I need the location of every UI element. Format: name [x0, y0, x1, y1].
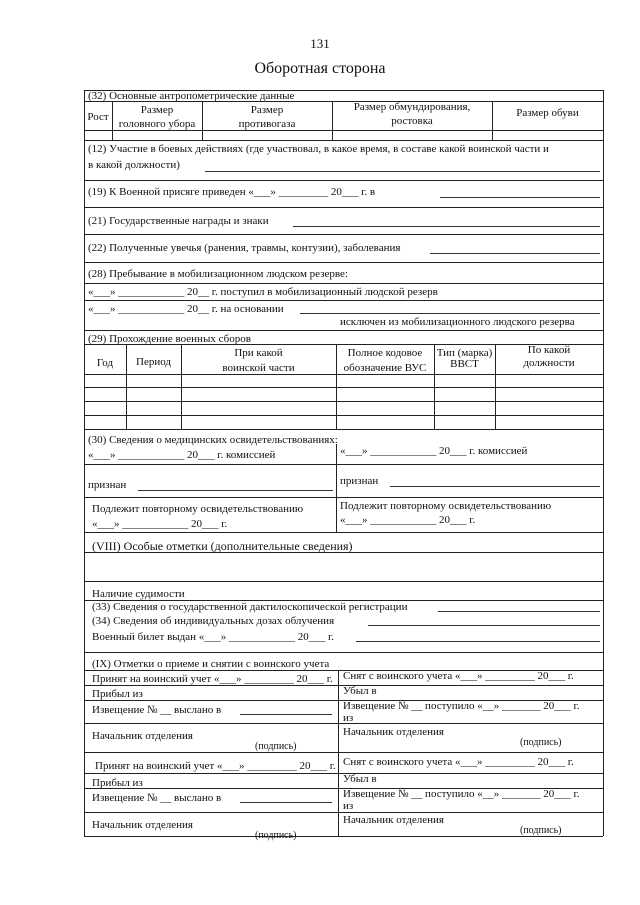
s9-chief-4: Начальник отделения [343, 814, 444, 826]
s32-vline-4 [492, 101, 493, 140]
s9-signature-3: (подпись) [255, 830, 297, 841]
s9-arrived-1: Прибыл из [92, 688, 143, 700]
s32-col-uniform-1: Размер обмундирования, [353, 101, 471, 113]
s29-col-type-1: Тип (марка) [436, 347, 493, 359]
s28-fill-line [300, 313, 600, 314]
s9-title: (IX) Отметки о приеме и снятии с воинского учета [92, 658, 330, 670]
s9-arrived-2: Прибыл из [92, 777, 143, 789]
s29-table-vline-5 [495, 344, 496, 429]
s30-repeat-right: Подлежит повторному освидетельствованию [340, 500, 552, 512]
s22-fill-line [430, 253, 600, 254]
s8-divider-2 [84, 581, 603, 582]
s21-fill-line [293, 226, 600, 227]
s9-from-2: из [343, 800, 354, 812]
s32-col-head-1: Размер [140, 104, 174, 116]
s29-title: (29) Прохождение военных сборов [88, 333, 251, 345]
s29-col-period: Период [136, 356, 171, 368]
s30-date-left: «___» ____________ 20___ г. комиссией [88, 449, 276, 461]
s9-notice-sent-1-fill [240, 714, 332, 715]
s29-table-hline-4 [84, 415, 603, 416]
s30-vertical-divider [336, 444, 337, 532]
s9-left-2: Убыл в [343, 773, 377, 785]
s9-notice-received-1: Извещение № __ поступило «__» _______ 20___ г. [343, 700, 580, 712]
s19-fill-line [440, 197, 600, 198]
s30-divider-1 [84, 464, 603, 465]
frame-left-border [84, 90, 85, 836]
s21-divider [84, 234, 603, 235]
s9-removed-1: Снят с воинского учета «___» _________ 20___ г. [343, 670, 574, 682]
s9-left-1: Убыл в [343, 685, 377, 697]
s9-notice-sent-1: Извещение № __ выслано в [92, 704, 222, 716]
s19-text: (19) К Военной присяге приведен «___» _________ 20___ г. в [88, 186, 376, 198]
s8-divider-1 [84, 552, 603, 553]
s9-accepted-1: Принят на воинский учет «___» _________ 20___ г. [92, 673, 333, 685]
s9-notice-received-2: Извещение № __ поступило «__» _______ 20___ г. [343, 788, 580, 800]
s28-line3: исключен из мобилизационного людского резерва [340, 316, 575, 328]
s28-divider-1 [84, 283, 603, 284]
s29-col-type-2: ВВСТ [450, 358, 479, 370]
s30-recognized-left: признан [88, 479, 127, 491]
s30-divider-2 [84, 497, 603, 498]
s32-title: (32) Основные антропометрические данные [88, 90, 295, 102]
s29-table-vline-1 [126, 344, 127, 429]
s29-table-vline-3 [336, 344, 337, 429]
s29-col-year: Год [96, 357, 114, 369]
s30-bottom [84, 532, 603, 533]
s29-table-hline-1 [84, 374, 603, 375]
s9-chief-3: Начальник отделения [92, 819, 193, 831]
s9-divider-5 [84, 752, 603, 753]
s32-vline-1 [112, 101, 113, 140]
s32-row-bottom [84, 140, 603, 141]
s29-col-pos-2: должности [523, 357, 575, 369]
s32-col-head-2: головного убора [118, 118, 196, 130]
s29-table-hline-3 [84, 401, 603, 402]
s30-repeat-date-left: «___» ____________ 20___ г. [92, 518, 228, 530]
s30-repeat-left: Подлежит повторному освидетельствованию [92, 503, 304, 515]
s21-text: (21) Государственные награды и знаки [88, 215, 269, 227]
s12-line2: в какой должности) [88, 159, 180, 171]
s9-divider-8 [84, 812, 603, 813]
s9-from-1: из [343, 712, 354, 724]
s30-title: (30) Сведения о медицинских освидетельствованиях: [88, 434, 338, 446]
s32-header-bottom [84, 130, 603, 131]
frame-right-border [603, 90, 604, 836]
s9-removed-2: Снят с воинского учета «___» _________ 20___ г. [343, 756, 574, 768]
s8-title: (VIII) Особые отметки (дополнительные сведения) [92, 539, 353, 553]
s30-recognized-left-fill [138, 490, 333, 491]
s9-divider-4 [84, 723, 603, 724]
s9-signature-2: (подпись) [520, 737, 562, 748]
s30-recognized-right-fill [390, 486, 600, 487]
s8-military-id-fill [356, 641, 600, 642]
s8-dose: (34) Сведения об индивидуальных дозах облучения [92, 615, 335, 627]
s8-bottom [84, 652, 603, 653]
page-heading: Оборотная сторона [254, 60, 386, 77]
s28-divider-3 [84, 330, 603, 331]
s8-dose-fill [368, 625, 600, 626]
s12-divider [84, 180, 603, 181]
s8-dactyl-fill [438, 611, 600, 612]
s29-col-pos-1: По какой [527, 344, 571, 356]
s29-col-vus-1: Полное кодовое [347, 347, 423, 359]
s29-table-vline-4 [434, 344, 435, 429]
s30-recognized-right: признан [340, 475, 379, 487]
s32-col-gas-2: противогаза [238, 118, 296, 130]
s9-notice-sent-2: Извещение № __ выслано в [92, 792, 222, 804]
s28-line2: «___» ____________ 20__ г. на основании [88, 303, 284, 315]
s28-divider-2 [84, 300, 603, 301]
s29-col-vus-2: обозначение ВУС [343, 362, 427, 374]
s29-table-bottom [84, 429, 603, 430]
s28-line1: «___» ____________ 20__ г. поступил в мобилизационный людской резерв [88, 286, 438, 298]
s30-repeat-date-right: «___» ____________ 20___ г. [340, 514, 476, 526]
s29-col-unit-1: При какой [234, 347, 283, 359]
s9-signature-4: (подпись) [520, 825, 562, 836]
s9-notice-sent-2-fill [240, 802, 332, 803]
s22-text: (22) Полученные увечья (ранения, травмы, контузии), заболевания [88, 242, 401, 254]
s9-chief-2: Начальник отделения [343, 726, 444, 738]
s8-dactyl: (33) Сведения о государственной дактилоскопической регистрации [92, 601, 408, 613]
s9-accepted-2: Принят на воинский учет «___» _________ 20___ г. [95, 760, 336, 772]
s9-chief-1: Начальник отделения [92, 730, 193, 742]
s28-title: (28) Пребывание в мобилизационном людском резерве: [88, 268, 348, 280]
s12-line1: (12) Участие в боевых действиях (где участвовал, в какое время, в составе какой воинской части и [88, 143, 549, 155]
s32-col-gas-1: Размер [250, 104, 284, 116]
s8-military-id: Военный билет выдан «___» ____________ 20___ г. [92, 631, 335, 643]
s9-vertical-divider [338, 670, 339, 836]
s30-date-right: «___» ____________ 20___ г. комиссией [340, 445, 528, 457]
s32-vline-3 [332, 101, 333, 140]
s29-col-unit-2: воинской части [222, 362, 295, 374]
s29-table-hline-2 [84, 387, 603, 388]
s29-table-vline-2 [181, 344, 182, 429]
page-number: 131 [310, 36, 330, 51]
s9-signature-1: (подпись) [255, 741, 297, 752]
s12-fill-line [205, 171, 600, 172]
s8-criminal: Наличие судимости [92, 588, 185, 600]
s32-col-shoe: Размер обуви [516, 107, 579, 119]
s32-col-height: Рост [87, 111, 109, 123]
s19-divider [84, 207, 603, 208]
s32-col-uniform-2: ростовка [391, 115, 433, 127]
s22-divider [84, 262, 603, 263]
s32-vline-2 [202, 101, 203, 140]
